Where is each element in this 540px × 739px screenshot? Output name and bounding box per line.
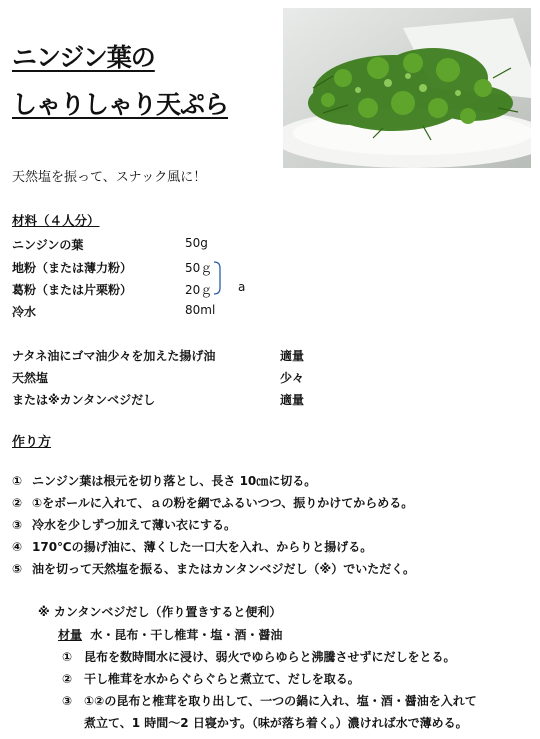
materials-list: 水・昆布・干し椎茸・塩・酒・醤油: [90, 628, 283, 642]
note-step-number: ③: [62, 694, 73, 708]
ingredient-row: [12, 259, 132, 276]
ingredient-name: 葛粉（または片栗粉）: [12, 283, 133, 297]
step-text: ①をボールに入れて、ａの粉を網でふるいつつ、振りかけてからめる。: [32, 496, 414, 510]
method-step: [12, 494, 413, 511]
ingredient-amount: 80ml: [185, 303, 216, 317]
carrot-leaf-tempura-photo: [283, 8, 531, 168]
note-step-continuation: 煮立て、1 時間～2 日寝かす。（味が落ち着く。）濃ければ水で薄める。: [84, 716, 468, 730]
dish-illustration: [283, 8, 531, 168]
ingredient-amount: 50g: [185, 236, 208, 250]
ingredient-row: [12, 303, 36, 320]
extra-ingredient-amount: 少々: [280, 371, 305, 385]
recipe-title-line1: ニンジン葉の: [12, 43, 155, 72]
note-step: [62, 648, 456, 665]
step-text: 油を切って天然塩を振る、またはカンタンベジだし（※）でいただく。: [32, 562, 415, 576]
step-number: ②: [12, 496, 23, 510]
method-step: [12, 560, 415, 577]
extra-ingredient-amount: 適量: [280, 393, 305, 407]
note-step-text: 昆布を数時間水に浸け、弱火でゆらゆらと沸騰させずにだしをとる。: [84, 650, 456, 664]
ingredient-name: 冷水: [12, 305, 37, 319]
extra-ingredient-name: 天然塩: [12, 371, 49, 385]
ingredient-name: 地粉（または薄力粉）: [12, 261, 133, 275]
step-text: 冷水を少しずつ加えて薄い衣にする。: [32, 518, 237, 532]
note-step: [62, 692, 477, 709]
method-heading: 作り方: [12, 435, 52, 450]
ingredients-heading: 材料（４人分）: [12, 213, 100, 228]
note-step-number: ②: [62, 672, 73, 686]
ingredient-name: ニンジンの葉: [12, 238, 84, 252]
method-step: [12, 538, 372, 555]
note-step-number: ①: [62, 650, 73, 664]
step-text: ニンジン葉は根元を切り落とし、長さ 10㎝に切る。: [32, 474, 317, 488]
extra-ingredient-amount: 適量: [280, 349, 305, 363]
extra-ingredient-name: または※カンタンベジだし: [12, 393, 156, 407]
ingredient-row: [12, 236, 83, 253]
note-step: [62, 670, 360, 687]
materials-label: 材量: [58, 628, 83, 642]
recipe-title-line2: しゃりしゃり天ぷら: [12, 90, 229, 119]
note-step-text: 干し椎茸を水からぐらぐらと煮立て、だしを取る。: [84, 672, 360, 686]
step-text: 170℃の揚げ油に、薄くした一口大を入れ、からりと揚げる。: [32, 540, 373, 554]
ingredient-amount: 20ｇ: [185, 283, 213, 297]
extra-ingredient-name: ナタネ油にゴマ油少々を加えた揚げ油: [12, 349, 216, 363]
step-number: ③: [12, 518, 23, 532]
step-number: ⑤: [12, 562, 23, 576]
group-a-label: a: [238, 280, 246, 294]
note-title: ※ カンタンベジだし（作り置きすると便利）: [38, 605, 282, 619]
ingredient-amount: 50ｇ: [185, 261, 213, 275]
note-step-text: ①②の昆布と椎茸を取り出して、一つの鍋に入れ、塩・酒・醤油を入れて: [84, 694, 477, 708]
method-step: [12, 516, 236, 533]
method-step: [12, 472, 316, 489]
step-number: ①: [12, 474, 23, 488]
ingredient-row: [12, 281, 132, 298]
recipe-subtitle: 天然塩を振って、スナック風に！: [12, 170, 207, 185]
group-bracket: [212, 260, 224, 296]
step-number: ④: [12, 540, 23, 554]
note-materials: [58, 626, 282, 643]
